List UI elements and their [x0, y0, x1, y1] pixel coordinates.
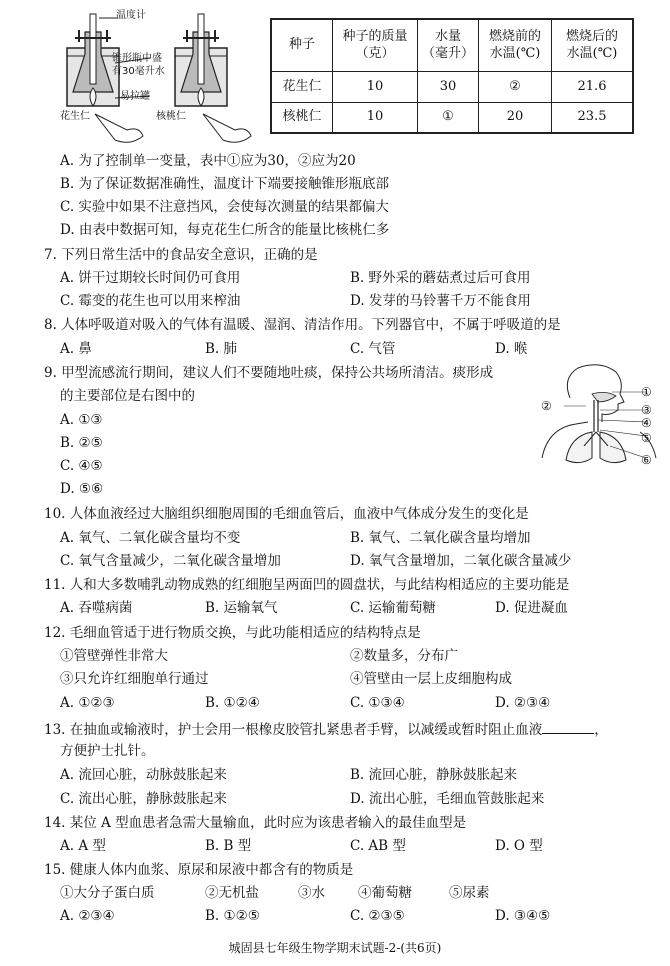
q15-statement-2: ②无机盐	[205, 885, 259, 901]
q11-option-a: A. 吞噬病菌	[60, 600, 133, 616]
q10-option-a: A. 氧气、二氧化碳含量均不变	[60, 530, 241, 546]
q7-option-d: D. 发芽的马铃薯千万不能食用	[350, 293, 531, 309]
q6-option-d: D. 由表中数据可知，每克花生仁所含的能量比核桃仁多	[60, 222, 390, 238]
q13-stem-line1: 13. 在抽血或输液时，护士会用一根橡皮胶管扎紧患者手臂，以减缓或暂时阻止血液 ，	[44, 722, 608, 738]
experiment-data-table	[270, 18, 634, 134]
page-footer: 城固县七年级生物学期末试题-2-(共6页)	[228, 941, 442, 955]
q10-option-d: D. 氧气含量增加，二氧化碳含量减少	[350, 553, 572, 569]
q8-option-a: A. 鼻	[60, 341, 92, 357]
table-header-cell: 燃烧前的 水温(℃)	[479, 19, 552, 71]
resp-label-6: ⑥	[641, 453, 652, 467]
q9-option-c: C. ④⑤	[60, 458, 103, 474]
q8-option-b: B. 肺	[205, 341, 238, 357]
q15-stem: 15. 健康人体内血浆、原尿和尿液中都含有的物质是	[44, 862, 354, 878]
table-cell: 核桃仁	[271, 102, 333, 133]
table-header-cell: 种子的质量 （克）	[333, 19, 418, 71]
table-header-cell: 燃烧后的 水温(℃)	[552, 19, 634, 71]
q9-stem-line2: 的主要部位是右图中的	[60, 388, 195, 404]
table-cell: 10	[333, 71, 418, 102]
q15-option-d: D. ③④⑤	[495, 908, 551, 924]
q6-option-c: C. 实验中如果不注意挡风，会使每次测量的结果都偏大	[60, 199, 389, 215]
table-header-cell: 水量 （毫升）	[418, 19, 479, 71]
can-label: 易拉罐	[120, 91, 150, 102]
q12-option-d: D. ②③④	[495, 695, 551, 711]
q13-stem-line2: 方便护士扎针。	[60, 743, 155, 759]
q14-option-d: D. O 型	[495, 838, 543, 854]
resp-label-2: ②	[541, 399, 552, 413]
table-cell: ①	[418, 102, 479, 133]
q8-option-c: C. 气管	[350, 341, 396, 357]
walnut-label: 核桃仁	[156, 111, 186, 122]
q14-stem: 14. 某位 A 型血患者急需大量输血，此时应为该患者输入的最佳血型是	[44, 815, 467, 831]
q9-option-a: A. ①③	[60, 412, 103, 428]
table-header-cell: 种子	[271, 19, 333, 71]
q12-statement-2: ②数量多，分布广	[350, 648, 458, 664]
q9-option-d: D. ⑤⑥	[60, 481, 104, 497]
q12-statement-3: ③只允许红细胞单行通过	[60, 671, 209, 687]
answer-blank	[542, 721, 594, 734]
resp-label-4: ④	[641, 416, 652, 430]
table-cell: 30	[418, 71, 479, 102]
q7-option-b: B. 野外采的蘑菇煮过后可食用	[350, 270, 531, 286]
q12-stem: 12. 毛细血管适于进行物质交换，与此功能相适应的结构特点是	[44, 625, 421, 641]
q12-option-b: B. ①②④	[205, 695, 260, 711]
q6-option-a: A. 为了控制单一变量，表中①应为30，②应为20	[60, 153, 356, 169]
q12-option-c: C. ①③④	[350, 695, 405, 711]
table-cell: 20	[479, 102, 552, 133]
q15-option-b: B. ①②⑤	[205, 908, 260, 924]
q15-option-a: A. ②③④	[60, 908, 115, 924]
q15-statement-4: ④葡萄糖	[358, 885, 412, 901]
q11-option-c: C. 运输葡萄糖	[350, 600, 436, 616]
q7-stem: 7. 下列日常生活中的食品安全意识，正确的是	[44, 247, 318, 263]
q13-option-a: A. 流回心脏，动脉鼓胀起来	[60, 767, 227, 783]
q15-statement-5: ⑤尿素	[449, 885, 490, 901]
q13-option-d: D. 流出心脏，毛细血管鼓胀起来	[350, 791, 545, 807]
q14-option-b: B. B 型	[205, 838, 252, 854]
q10-stem: 10. 人体血液经过大脑组织细胞周围的毛细血管后，血液中气体成分发生的变化是	[44, 506, 529, 522]
table-cell: 23.5	[552, 102, 634, 133]
q12-statement-4: ④管壁由一层上皮细胞构成	[350, 671, 512, 687]
q9-stem-line1: 9. 甲型流感流行期间，建议人们不要随地吐痰，保持公共场所清洁。痰形成	[44, 365, 494, 381]
resp-label-3: ③	[641, 403, 652, 417]
q11-option-d: D. 促进凝血	[495, 600, 568, 616]
q8-stem: 8. 人体呼吸道对吸入的气体有温暖、湿润、清洁作用。下列器官中，不属于呼吸道的是	[44, 317, 561, 333]
resp-label-5: ⑤	[641, 431, 652, 445]
q12-option-a: A. ①②③	[60, 695, 115, 711]
table-cell: 花生仁	[271, 71, 333, 102]
table-row	[271, 102, 633, 133]
q14-option-c: C. AB 型	[350, 838, 406, 854]
q15-statement-3: ③水	[298, 885, 325, 901]
table-cell: 21.6	[552, 71, 634, 102]
q11-stem: 11. 人和大多数哺乳动物成熟的红细胞呈两面凹的圆盘状，与此结构相适应的主要功能是	[44, 577, 570, 593]
q14-option-a: A. A 型	[60, 838, 106, 854]
flask-note-label: 锥形瓶中盛有30毫升水	[112, 53, 165, 77]
combustion-experiment-figure	[55, 8, 265, 148]
table-row	[271, 71, 633, 102]
q15-statement-1: ①大分子蛋白质	[60, 885, 155, 901]
q10-option-c: C. 氧气含量减少，二氧化碳含量增加	[60, 553, 281, 569]
q8-option-d: D. 喉	[495, 341, 528, 357]
q6-option-b: B. 为了保证数据准确性，温度计下端要接触锥形瓶底部	[60, 176, 390, 192]
q13-option-b: B. 流回心脏，静脉鼓胀起来	[350, 767, 518, 783]
q15-option-c: C. ②③⑤	[350, 908, 405, 924]
peanut-label: 花生仁	[60, 111, 90, 122]
q10-option-b: B. 氧气、二氧化碳含量均增加	[350, 530, 531, 546]
table-header-row	[271, 19, 633, 71]
q9-option-b: B. ②⑤	[60, 435, 103, 451]
thermometer-label: 温度计	[116, 10, 146, 21]
table-cell: ②	[479, 71, 552, 102]
q7-option-c: C. 霉变的花生也可以用来榨油	[60, 293, 241, 309]
q12-statement-1: ①管壁弹性非常大	[60, 648, 168, 664]
q11-option-b: B. 运输氧气	[205, 600, 278, 616]
resp-label-1: ①	[641, 385, 652, 399]
q13-option-c: C. 流出心脏，静脉鼓胀起来	[60, 791, 227, 807]
table-cell: 10	[333, 102, 418, 133]
q7-option-a: A. 饼干过期较长时间仍可食用	[60, 270, 241, 286]
